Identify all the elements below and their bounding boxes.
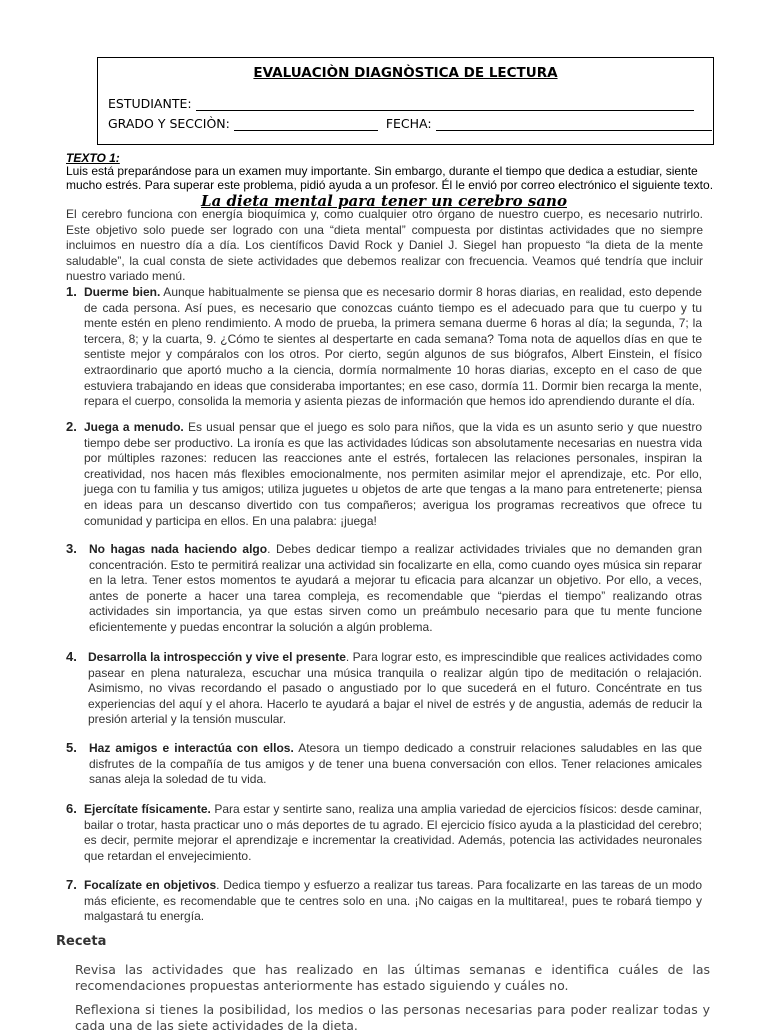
item-number: 1. [66,284,77,299]
item-heading: Duerme bien. [84,285,161,299]
recipe-paragraph-1: Revisa las actividades que has realizado en las últimas semanas e identifica cuáles de las recomendaciones propuestas anteriormente has estado siguiendo y cuáles no. [75,962,710,993]
list-item [89,741,702,788]
item-heading: Juega a menudo. [84,420,184,434]
grade-label: GRADO Y SECCIÒN: [108,116,230,131]
header-box [97,57,714,145]
list-item [89,542,702,636]
item-number: 3. [66,541,77,556]
item-heading: Focalízate en objetivos [84,878,217,892]
grade-date-field [108,116,712,131]
item-body: Es usual pensar que el juego es solo para niños, que la vida es un asunto serio y que nuestro tiempo debe ser productivo. La ironía es que las actividades lúdicas son absolutamente necesarias en nuestra vida por múltiples razones: reducen las reacciones ante el estrés, fortalecen las relaciones personales, inspiran la creatividad, nos hacen más flexibles emocionalmente, nos permiten asimilar mejor el aprendizaje, etc. Por ello, juega con tu familia y tus amigos; utiliza juguetes u objetos de arte que tengas a la mano para entretenerte; piensa en ideas para un descanso divertido con tus compañeros; averigua los programas recreativos que ofrece tu comunidad y participa en ellos. En una palabra: ¡juega! [84,420,702,528]
list-item [84,802,702,864]
list-item [84,285,702,410]
student-label: ESTUDIANTE: [108,96,192,111]
item-number: 4. [66,649,77,664]
item-heading: Haz amigos e interactúa con ellos. [89,741,294,755]
date-label: FECHA: [385,116,432,131]
article-title: La dieta mental para tener un cerebro sano [201,192,567,210]
list-item [84,420,702,529]
item-number: 7. [66,877,77,892]
date-blank[interactable] [436,117,712,131]
grade-blank[interactable] [234,117,378,131]
article-intro: El cerebro funciona con energía bioquímica y, como cualquier otro órgano de nuestro cuerpo, es necesario nutrirlo. Este objetivo solo puede ser logrado con una “dieta mental” compuesta por distintas actividades que no siempre incluimos en nuestro día a día. Los científicos David Rock y Daniel J. Siegel han propuesto “la dieta de la mente saludable”, la cual consta de siete actividades que debemos realizar con frecuencia. Veamos qué tendría que incluir nuestro variado menú. [66,207,703,284]
item-heading: Ejercítate físicamente. [84,802,211,816]
student-field [108,96,694,111]
item-body: . Para lograr esto, es imprescindible que realices actividades como pasear en plena naturaleza, escuchar una música tranquila o realizar algún tipo de meditación o relajación. Asimismo, no vivas recordando el pasado o angustiado por lo que sucederá en el futuro. Concéntrate en tus experiencias del aquí y el ahora. Hacerlo te ayudará a bajar el nivel de estrés y de angustia, además de reducir la presión arterial y la tensión muscular. [88,650,702,727]
recipe-heading: Receta [56,934,107,949]
item-body: Para estar y sentirte sano, realiza una amplia variedad de ejercicios físicos: desde caminar, bailar o trotar, hasta practicar uno o más deportes de tu agrado. El ejercicio físico ayuda a la plasticidad del cerebro; es decir, permite mejorar el aprendizaje e incrementar la creatividad. Además, potencia las actividades neuronales que retardan el envejecimiento. [84,802,702,863]
document-title: EVALUACIÒN DIAGNÒSTICA DE LECTURA [253,65,558,81]
item-body: . Debes dedicar tiempo a realizar actividades triviales que no demanden gran concentración. Esto te permitirá realizar una actividad sin focalizarte en ella, como cuando oyes música sin reparar en la letra. Tener estos momentos te ayudará a mejorar tu eficacia para alcanzar un objetivo. Por ello, a veces, antes de ponerte a hacer una tarea compleja, es recomendable que “pierdas el tiempo” realizando otras actividades sin importancia, ya que estas sirven como un preámbulo necesario para que tu mente funcione eficientemente y puedas encontrar la solución a algún problema. [89,542,702,634]
item-body: . Dedica tiempo y esfuerzo a realizar tus tareas. Para focalizarte en las tareas de un modo más eficiente, es recomendable que te centres solo en una. ¡No caigas en la multitarea!, pues te robará tiempo y malgastará tu energía. [84,878,702,924]
item-heading: Desarrolla la introspección y vive el presente [88,650,346,664]
student-blank[interactable] [196,97,694,111]
item-number: 6. [66,801,77,816]
item-body: Aunque habitualmente se piensa que es necesario dormir 8 horas diarias, en realidad, esto depende de cada persona. Así pues, es necesario que conozcas cuánto tiempo es el adecuado para que tu cuerpo y tu mente estén en pleno rendimiento. A modo de prueba, la primera semana duerme 6 horas al día; la segunda, 7; la tercera, 8; y la cuarta, 9. ¿Cómo te sientes al despertarte en cada semana? Toma nota de aquellos días en que te sentiste mejor y compáralos con los otros. Por cierto, según algunos de sus biógrafos, Albert Einstein, el físico extraordinario que aportó mucho a la ciencia, dormía normalmente 10 horas diarias, excepto en el caso de que estuviera trabajando en ideas que consideraba importantes; en ese caso, dormía 11. Dormir bien recarga la mente, repara el cuerpo, consolida la memoria y asienta piezas de información que hemos ido aprendiendo durante el día. [84,285,702,409]
recipe-paragraph-2: Reflexiona si tienes la posibilidad, los medios o las personas necesarias para poder realizar todas y cada una de las siete actividades de la dieta. [75,1002,710,1033]
list-item [84,878,702,925]
intro-paragraph: Luis está preparándose para un examen muy importante. Sin embargo, durante el tiempo que dedica a estudiar, siente mucho estrés. Para superar este problema, pidió ayuda a un profesor. Él le envió por correo electrónico el siguiente texto. [66,164,714,193]
item-body: Atesora un tiempo dedicado a construir relaciones saludables en las que disfrutes de la compañía de tus amigos y de tener una buena conversación con ellos. Tener relaciones amicales sanas aleja la soledad de tu vida. [89,741,702,787]
list-item [88,650,702,728]
item-heading: No hagas nada haciendo algo [89,542,268,556]
item-number: 2. [66,419,77,434]
texto-label: TEXTO 1: [66,151,120,165]
item-number: 5. [66,740,77,755]
